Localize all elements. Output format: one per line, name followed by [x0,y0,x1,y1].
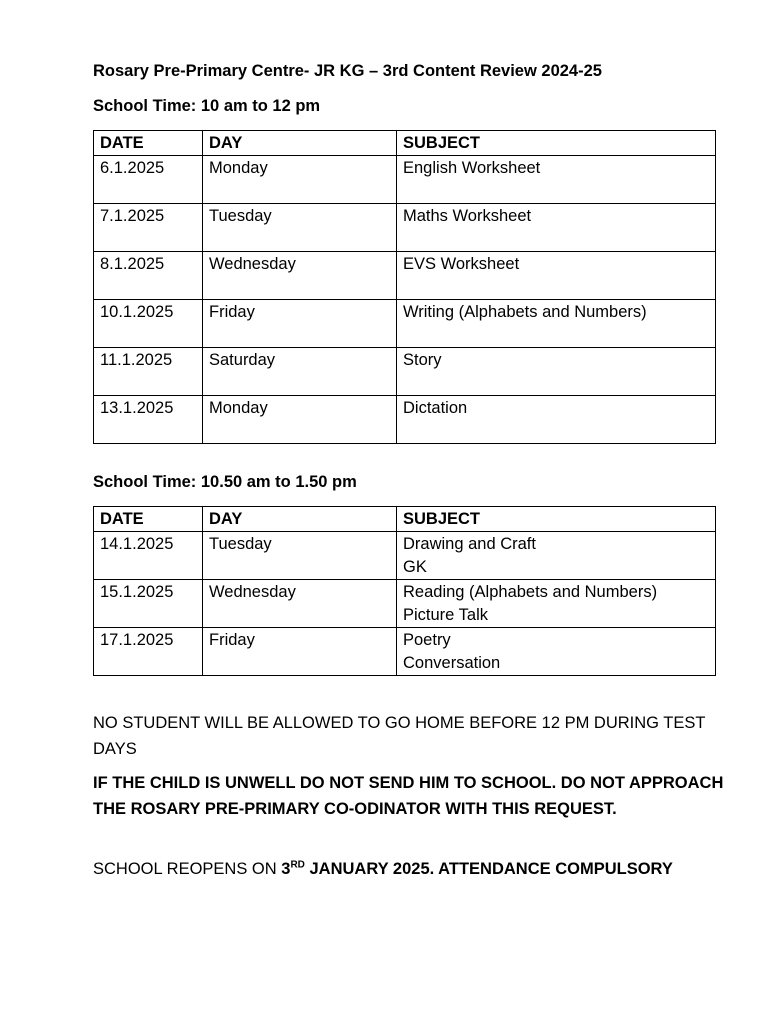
date-cell: 10.1.2025 [94,300,203,348]
column-header-subject: SUBJECT [397,131,716,156]
date-cell: 11.1.2025 [94,348,203,396]
subject-item: Maths Worksheet [403,207,532,225]
day-cell: Monday [203,396,397,444]
subject-cell [397,348,716,396]
column-header-subject: SUBJECT [397,507,716,532]
table-row [94,532,716,580]
subject-cell [397,156,716,204]
date-cell: 7.1.2025 [94,204,203,252]
date-cell: 14.1.2025 [94,532,203,580]
reopens-day: 3 [281,860,291,878]
day-cell: Saturday [203,348,397,396]
document-title: Rosary Pre-Primary Centre- JR KG – 3rd Content Review 2024-25 [93,62,602,80]
date-cell: 15.1.2025 [94,580,203,628]
subject-item: Dictation [403,399,468,417]
reopens-rest: JANUARY 2025. ATTENDANCE COMPULSORY [304,860,673,878]
day-cell: Monday [203,156,397,204]
column-header-date: DATE [94,131,203,156]
subject-cell [397,300,716,348]
reopens-day-suffix: RD [290,859,305,871]
date-cell: 13.1.2025 [94,396,203,444]
table-row [94,580,716,628]
session1-schedule-table [93,130,716,444]
table-header-row [94,131,716,156]
subject-item: English Worksheet [403,159,541,177]
date-cell: 17.1.2025 [94,628,203,676]
notice-school-reopens [93,856,743,882]
date-cell: 8.1.2025 [94,252,203,300]
day-cell: Tuesday [203,204,397,252]
session1-time-label: School Time: 10 am to 12 pm [93,97,321,115]
date-cell: 6.1.2025 [94,156,203,204]
notice-no-early-leave: NO STUDENT WILL BE ALLOWED TO GO HOME BEFORE 12 PM DURING TEST DAYS [93,714,706,758]
subject-item: Poetry [403,631,451,649]
subject-item: GK [403,558,427,576]
day-cell: Friday [203,300,397,348]
session2-schedule-table [93,506,716,676]
table-row [94,300,716,348]
table-row [94,156,716,204]
subject-item: Conversation [403,654,501,672]
day-cell: Wednesday [203,252,397,300]
subject-cell [397,532,716,580]
column-header-day: DAY [203,131,397,156]
subject-item: Writing (Alphabets and Numbers) [403,303,647,321]
subject-item: Picture Talk [403,606,488,624]
subject-cell [397,252,716,300]
reopens-prefix: SCHOOL REOPENS ON [93,860,282,878]
table-row [94,204,716,252]
subject-cell [397,396,716,444]
table-row [94,396,716,444]
table-row [94,348,716,396]
table-row [94,628,716,676]
day-cell: Friday [203,628,397,676]
subject-item: Story [403,351,442,369]
subject-cell [397,628,716,676]
subject-item: Drawing and Craft [403,535,536,553]
subject-item: EVS Worksheet [403,255,520,273]
day-cell: Wednesday [203,580,397,628]
column-header-date: DATE [94,507,203,532]
subject-item: Reading (Alphabets and Numbers) [403,583,658,601]
subject-cell [397,204,716,252]
subject-cell [397,580,716,628]
column-header-day: DAY [203,507,397,532]
table-row [94,252,716,300]
session2-time-label: School Time: 10.50 am to 1.50 pm [93,473,357,491]
notice-unwell-child: IF THE CHILD IS UNWELL DO NOT SEND HIM TO SCHOOL. DO NOT APPROACH THE ROSARY PRE-PRIMARY CO-ODINATOR WITH THIS REQUEST. [93,774,724,818]
day-cell: Tuesday [203,532,397,580]
table-header-row [94,507,716,532]
